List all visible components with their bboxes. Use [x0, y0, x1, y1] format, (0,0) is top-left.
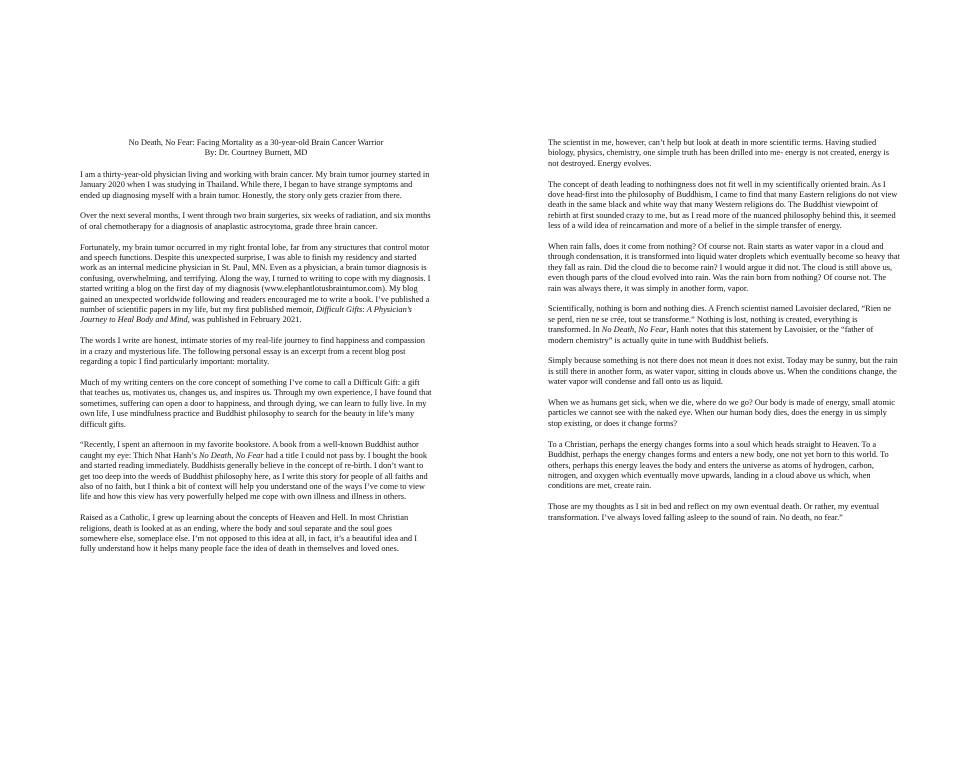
paragraph-bookstore-text: “Recently, I spent an afternoon in my favorite bookstore. A book from a well-known Buddhist author caught my eye: Thich Nhat Hanh’s [80, 440, 419, 460]
paragraph-lavoisier-text: Scientifically, nothing is born and nothing dies. A French scientist named Lavoisier declared, “Rien ne se perd, rien ne se crée, tout se transforme.” Nothing is lost, nothing is created, everything is transformed. In [548, 304, 891, 335]
paragraph-humans: When we as humans get sick, when we die, where do we go? Our body is made of energy, small atomic particles we cannot see with the naked eye. When our human body dies, does the energy in us simply stop existing, or does it change forms? [548, 398, 895, 428]
essay-title: No Death, No Fear: Facing Mortality as a 30-year-old Brain Cancer Warrior [128, 138, 384, 147]
paragraph-bookstore [80, 440, 432, 502]
right-page [490, 0, 980, 757]
paragraph-scientist: The scientist in me, however, can’t help but look at death in more scientific terms. Having studied biology, physics, chemistry, one simple truth has been drilled into me- energy is not created, energy is not destroyed. Energy evolves. [548, 138, 889, 168]
paragraph-nothingness: The concept of death leading to nothingness does not fit well in my scientifically oriented brain. As I dove head-first into the philosophy of Buddhism, I came to find that many Eastern religions do not view death in the same black and white way that many Western religions do. The Buddhist viewpoint of rebirth at first sounded crazy to me, but as I read more of the nuanced philosophy behind this, it seemed less of a wild idea of reincarnation and more of a belief in the simple transfer of energy. [548, 179, 898, 231]
paragraph-intro: I am a thirty-year-old physician living and working with brain cancer. My brain tumor journey started in January 2020 when I was studying in Thailand. While there, I began to have strange symptoms and ended up diagnosing myself with a brain tumor. Honestly, the story only gets crazier from there. [80, 169, 430, 200]
book-title-difficult-gifts: Difficult Gifts [315, 305, 363, 315]
paragraph-career-text: Fortunately, my brain tumor occurred in my right frontal lobe, far from any structures that control motor and speech functions. Despite this unexpected surprise, I was able to finish my residency and started work as an internal medicine physician in St. Paul, MN. Even as a physician, a brain tumor diagnosis is confusing, overwhelming, and terrifying. Along the way, I turned to writing to cope with my diagnosis. I started writing a blog on the first day of my diagnosis (www.elephantlotusbraintumor.com). My blog gained an unexpected worldwide following and readers encouraged me to write a book. I’ve published a number of scientific papers in my life, but my first published memoir, [80, 242, 431, 315]
paragraph-difficult-gift: Much of my writing centers on the core concept of something I’ve come to call a Difficult Gift: a gift that teaches us, motivates us, changes us, and inspires us. Through my own experience, I have found that sometimes, suffering can open a door to happiness, and through dying, we can learn to fully live. In my own life, I use mindfulness practice and Buddhist philosophy to search for the beauty in life’s many difficult gifts. [80, 377, 432, 429]
title-block [80, 138, 432, 159]
book-subtitle: A Physician’s Journey to Heal Body and Mind [80, 305, 412, 325]
paragraph-career [80, 243, 432, 326]
book-title-separator: : [362, 305, 367, 315]
book-title-no-death-no-fear-2: No Death, No Fear [601, 325, 667, 335]
paragraph-catholic: Raised as a Catholic, I grew up learning about the concepts of Heaven and Hell. In most Christian religions, death is looked at as an ending, where the body and soul separate and the soul goes somewhere else, someplace else. I’m not opposed to this idea at all, in fact, it’s a beautiful idea and I fully understand how it helps many people face the idea of death in themselves and loved ones. [80, 513, 417, 554]
book-title-no-death-no-fear: No Death, No Fear [198, 450, 264, 460]
left-text-column [80, 138, 432, 565]
paragraph-bookstore-end: had a title I could not pass by. I bought the book and started reading immediately. Buddhists generally believe in the concept of re-birth. I don’t want to get too deep into the weeds of Buddhist philosophy here, as I write this story for people of all faiths and also of no faith, but I think a bit of context will help you understand one of the ways I’ve come to view life and how this view has very powerfully helped me cope with own illness and illness in others. [80, 450, 428, 502]
paragraph-rain: When rain falls, does it come from nothing? Of course not. Rain starts as water vapor in a cloud and through condensation, it is transformed into liquid water droplets which eventually become so heavy that they fall as rain. Did the cloud die to become rain? I would argue it did not. The cloud is still above us, even though parts of the cloud evolved into rain. Was the rain born from nothing? Of course not. The rain was always there, it was simply in another form, vapor. [548, 242, 900, 293]
paragraph-words: The words I write are honest, intimate stories of my real-life journey to find happiness and compassion in a crazy and mysterious life. The following personal essay is an excerpt from a recent blog post regarding a topic I find particularly important: mortality. [80, 336, 425, 367]
byline: By: Dr. Courtney Burnett, MD [204, 148, 308, 158]
paragraph-christian: To a Christian, perhaps the energy changes forms into a soul which heads straight to Heaven. To a Buddhist, perhaps the energy changes forms and enters a new body, one not yet born to this world. To others, perhaps this energy leaves the body and enters the universe as atoms of hydrogen, carbon, nitrogen, and oxygen which eventually move upwards, landing in a cloud above us which, when conditions are met, create rain. [548, 439, 889, 491]
paragraph-career-end: , was published in February 2021. [187, 315, 302, 325]
paragraph-sunny: Simply because something is not there does not mean it does not exist. Today may be sunny, but the rain is still there in another form, as water vapor, sitting in clouds above us. When the conditions change, the water vapor will condense and fall onto us as liquid. [548, 356, 898, 387]
paragraph-treatment: Over the next several months, I went through two brain surgeries, six weeks of radiation, and six months of oral chemotherapy for a diagnosis of anaplastic astrocytoma, grade three brain cancer. [80, 211, 431, 231]
paragraph-lavoisier-end: , Hanh notes that this statement by Lavoisier, or the “father of modern chemistry” is actually quite in tune with Buddhist beliefs. [548, 325, 874, 345]
paragraph-thoughts: Those are my thoughts as I sit in bed and reflect on my own eventual death. Or rather, my eventual transformation. I’ve always loved falling asleep to the sound of rain. No death, no fear.” [548, 502, 880, 522]
paragraph-lavoisier [548, 304, 900, 346]
right-text-column [548, 138, 900, 533]
